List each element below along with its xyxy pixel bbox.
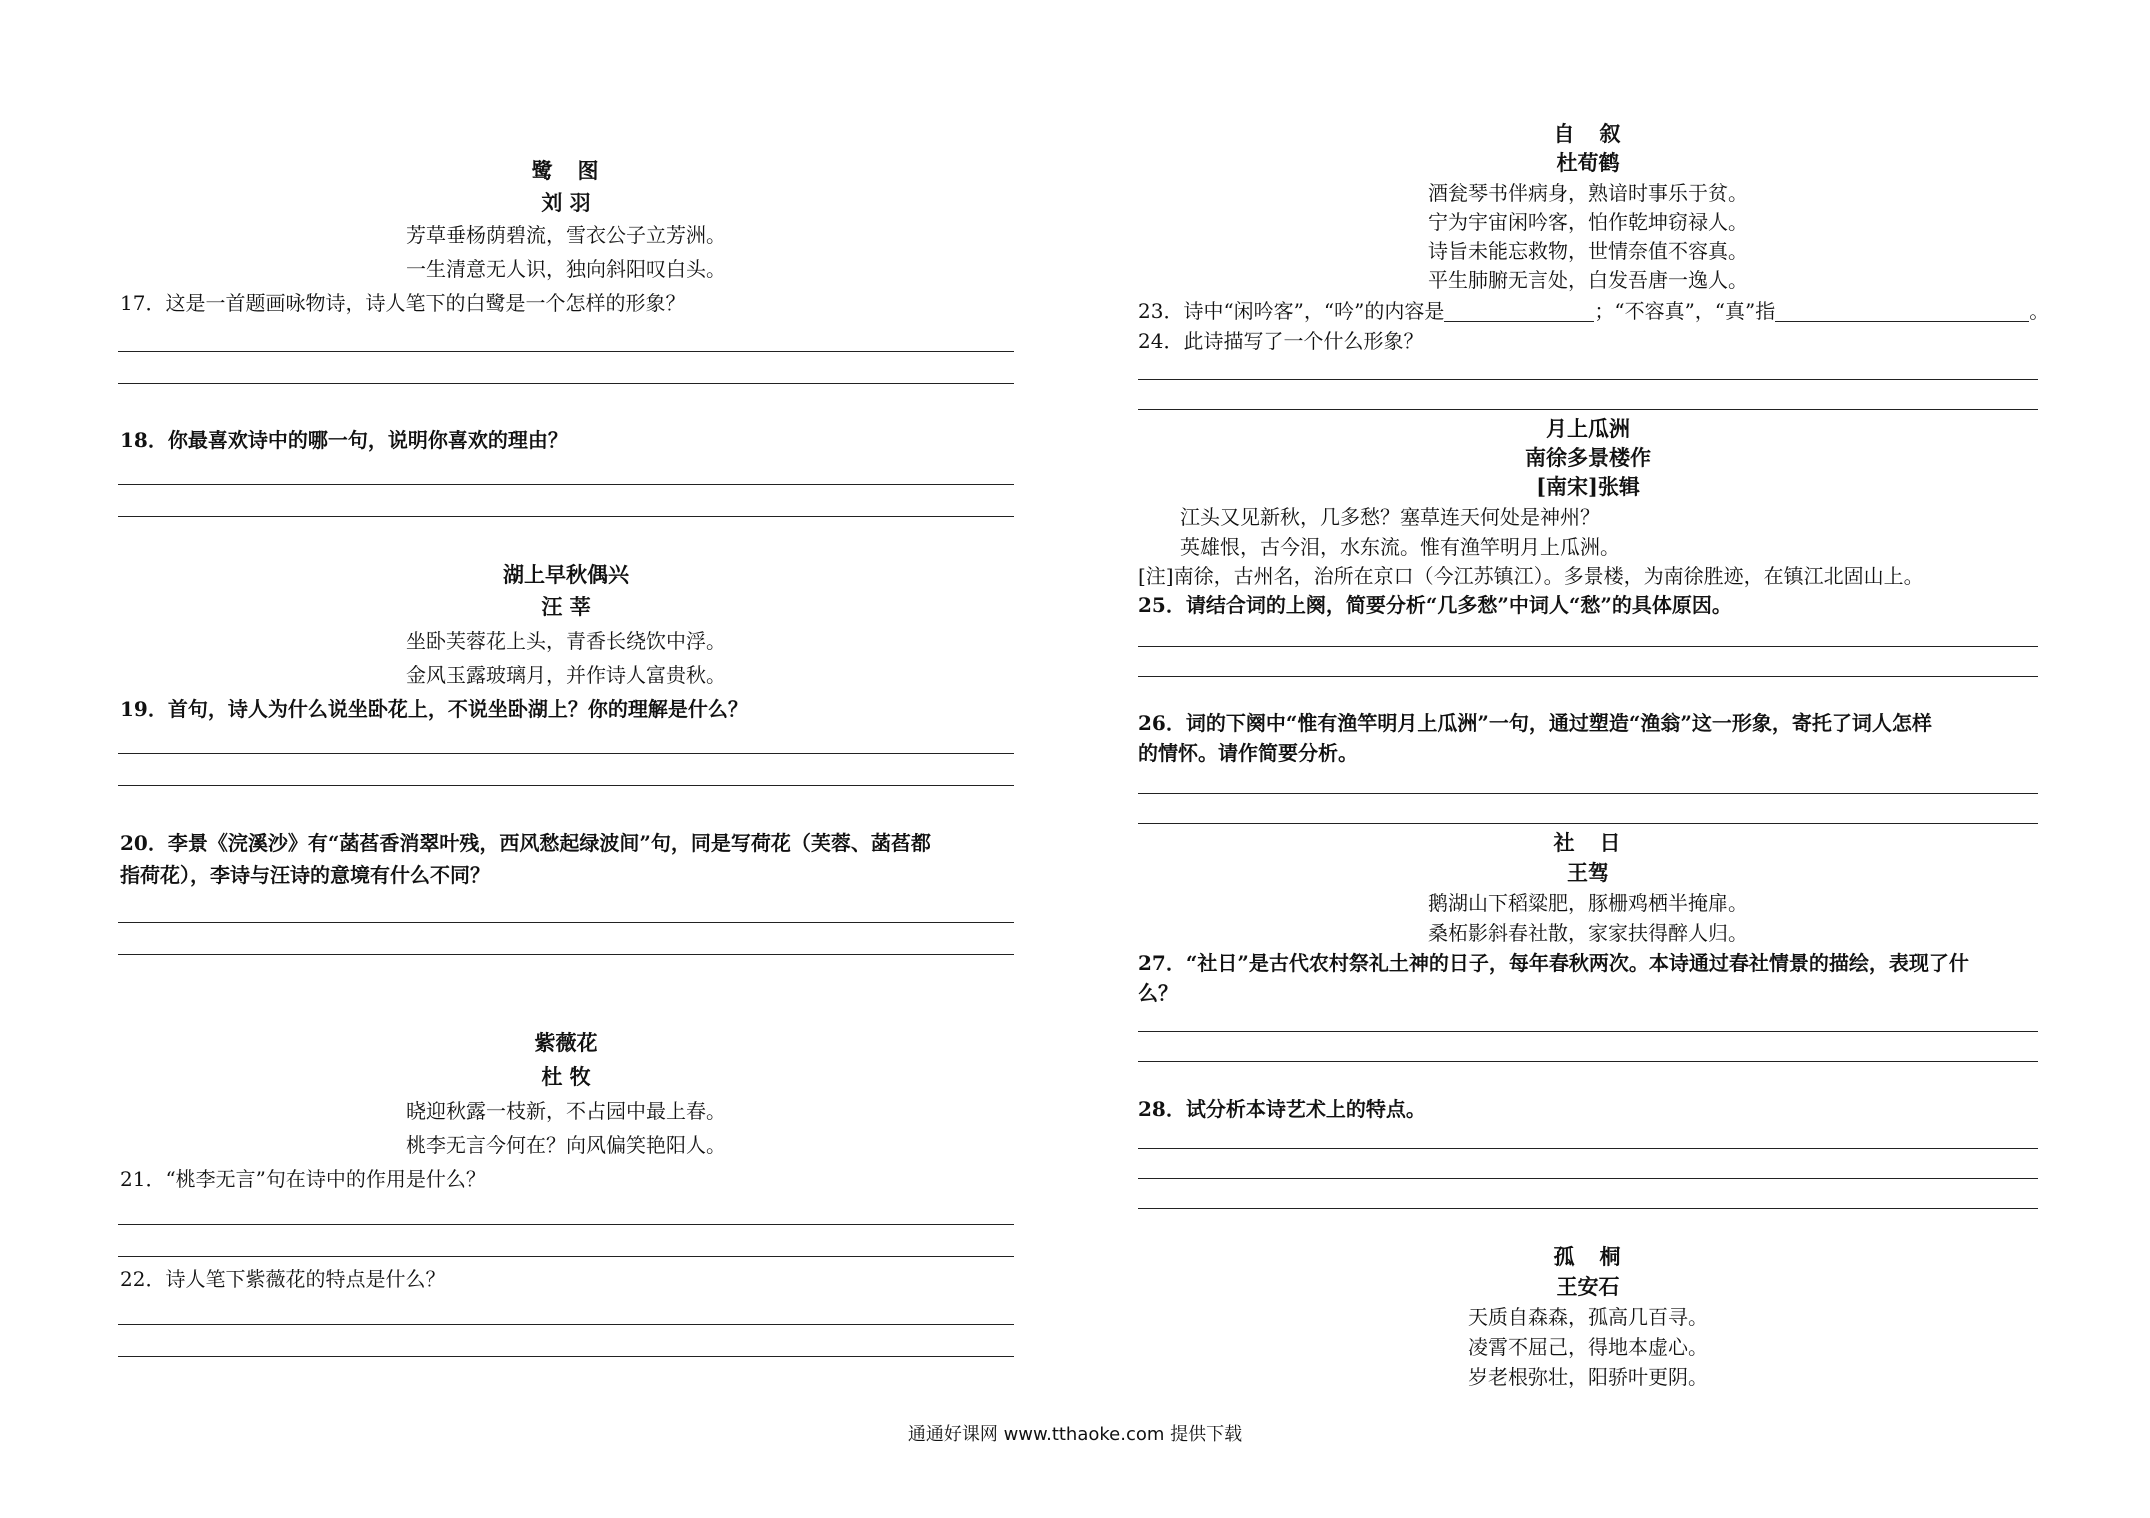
answer-line[interactable] — [1138, 1061, 2038, 1062]
poem-author-dumu: 杜 牧 — [541, 1064, 591, 1089]
poem-author-duxunhe: 杜荀鹤 — [1556, 150, 1620, 175]
answer-line[interactable] — [1138, 409, 2038, 410]
answer-line[interactable] — [118, 785, 1014, 786]
poem-line: 平生肺腑无言处，白发吾唐一逸人。 — [1428, 268, 1748, 292]
answer-line[interactable] — [118, 1224, 1014, 1225]
poem-line: 坐卧芙蓉花上头，青香长绕饮中浮。 — [406, 629, 726, 653]
poem-line: 桃李无言今何在？向风偏笑艳阳人。 — [406, 1133, 726, 1157]
poem-author-wangshen: 汪 莘 — [541, 594, 591, 619]
answer-line[interactable] — [118, 484, 1014, 485]
question-28: 28．试分析本诗艺术上的特点。 — [1138, 1097, 1426, 1121]
question-20-line2: 指荷花），李诗与汪诗的意境有什么不同？ — [120, 863, 490, 887]
question-27-line2: 么？ — [1138, 981, 1178, 1005]
poem-author-wangjia: 王驾 — [1567, 860, 1609, 885]
poem-title-gutong: 孤 桐 — [1553, 1244, 1623, 1269]
blank-field-yin[interactable] — [1444, 301, 1594, 322]
poem-title-ziweihua: 紫薇花 — [534, 1030, 598, 1055]
answer-line[interactable] — [118, 1256, 1014, 1257]
poem-title-sheri: 社 日 — [1553, 830, 1623, 855]
poem-author-zhangji: [南宋]张辑 — [1536, 474, 1640, 499]
poem-line: 一生清意无人识，独向斜阳叹白头。 — [406, 257, 726, 281]
answer-line[interactable] — [1138, 793, 2038, 794]
poem-line: 江头又见新秋，几多愁？塞草连天何处是神州？ — [1180, 505, 1600, 529]
answer-line[interactable] — [118, 516, 1014, 517]
answer-line[interactable] — [1138, 1178, 2038, 1179]
poem-note: [注]南徐，古州名，治所在京口（今江苏镇江）。多景楼，为南徐胜迹，在镇江北固山上。 — [1138, 564, 1924, 588]
poem-author-wanganshi: 王安石 — [1556, 1274, 1620, 1299]
question-23-end: 。 — [2029, 299, 2050, 323]
answer-line[interactable] — [118, 383, 1014, 384]
question-26-line1: 26．词的下阕中“惟有渔竿明月上瓜洲”一句，通过塑造“渔翁”这一形象，寄托了词人怎样 — [1138, 711, 1932, 735]
question-21: 21．“桃李无言”句在诗中的作用是什么？ — [120, 1167, 486, 1191]
poem-title-hushang: 湖上早秋偶兴 — [503, 562, 629, 587]
question-23-part-a: 23．诗中“闲吟客”，“吟”的内容是 — [1138, 299, 1445, 323]
answer-line[interactable] — [1138, 1031, 2038, 1032]
poem-subtitle: 南徐多景楼作 — [1525, 445, 1651, 470]
question-26-line2: 的情怀。请作简要分析。 — [1138, 741, 1358, 765]
poem-line: 芳草垂杨荫碧流，雪衣公子立芳洲。 — [406, 223, 726, 247]
question-18: 18．你最喜欢诗中的哪一句，说明你喜欢的理由？ — [120, 428, 568, 452]
answer-line[interactable] — [118, 753, 1014, 754]
poem-line: 宁为宇宙闲吟客，怕作乾坤窃禄人。 — [1428, 210, 1748, 234]
poem-line: 天质自森森，孤高几百寻。 — [1468, 1305, 1708, 1329]
answer-line[interactable] — [118, 351, 1014, 352]
poem-line: 酒瓮琴书伴病身，熟谙时事乐于贫。 — [1428, 181, 1748, 205]
answer-line[interactable] — [118, 954, 1014, 955]
answer-line[interactable] — [1138, 676, 2038, 677]
footer-source: 通通好课网 www.tthaoke.com 提供下载 — [907, 1424, 1243, 1445]
poem-title-yueshangguazhou: 月上瓜洲 — [1546, 416, 1630, 441]
answer-line[interactable] — [118, 922, 1014, 923]
poem-line: 金风玉露玻璃月，并作诗人富贵秋。 — [406, 663, 726, 687]
poem-line: 晓迎秋露一枝新，不占园中最上春。 — [406, 1099, 726, 1123]
poem-line: 凌霄不屈己，得地本虚心。 — [1468, 1335, 1708, 1359]
question-23-part-b: ；“不容真”，“真”指 — [1594, 299, 1776, 323]
question-17: 17．这是一首题画咏物诗，诗人笔下的白鹭是一个怎样的形象？ — [120, 291, 686, 315]
answer-line[interactable] — [118, 1324, 1014, 1325]
question-22: 22．诗人笔下紫薇花的特点是什么？ — [120, 1267, 446, 1291]
poem-line: 桑柘影斜春社散，家家扶得醉人归。 — [1428, 921, 1748, 945]
poem-line: 鹅湖山下稻粱肥，豚栅鸡栖半掩扉。 — [1428, 891, 1748, 915]
blank-field-zhen[interactable] — [1775, 301, 2029, 322]
question-19: 19．首句，诗人为什么说坐卧花上，不说坐卧湖上？你的理解是什么？ — [120, 697, 748, 721]
answer-line[interactable] — [1138, 823, 2038, 824]
question-27-line1: 27．“社日”是古代农村祭礼土神的日子，每年春秋两次。本诗通过春社情景的描绘，表现了什 — [1138, 951, 1969, 975]
question-23 — [1138, 298, 2049, 324]
poem-line: 英雄恨，古今泪，水东流。惟有渔竿明月上瓜洲。 — [1180, 535, 1620, 559]
poem-title-lutu: 鹭 图 — [531, 158, 601, 183]
answer-line[interactable] — [1138, 1208, 2038, 1209]
question-25: 25．请结合词的上阕，简要分析“几多愁”中词人“愁”的具体原因。 — [1138, 593, 1732, 617]
answer-line[interactable] — [118, 1356, 1014, 1357]
poem-author-liuyu: 刘 羽 — [541, 190, 591, 215]
answer-line[interactable] — [1138, 646, 2038, 647]
poem-title-zixu: 自 叙 — [1553, 121, 1623, 146]
poem-line: 岁老根弥壮，阳骄叶更阴。 — [1468, 1365, 1708, 1389]
answer-line[interactable] — [1138, 379, 2038, 380]
answer-line[interactable] — [1138, 1148, 2038, 1149]
poem-line: 诗旨未能忘救物，世情奈值不容真。 — [1428, 239, 1748, 263]
question-24: 24．此诗描写了一个什么形象？ — [1138, 329, 1424, 353]
question-20-line1: 20．李景《浣溪沙》有“菡萏香消翠叶残，西风愁起绿波间”句，同是写荷花（芙蓉、菡萏都 — [120, 831, 931, 855]
